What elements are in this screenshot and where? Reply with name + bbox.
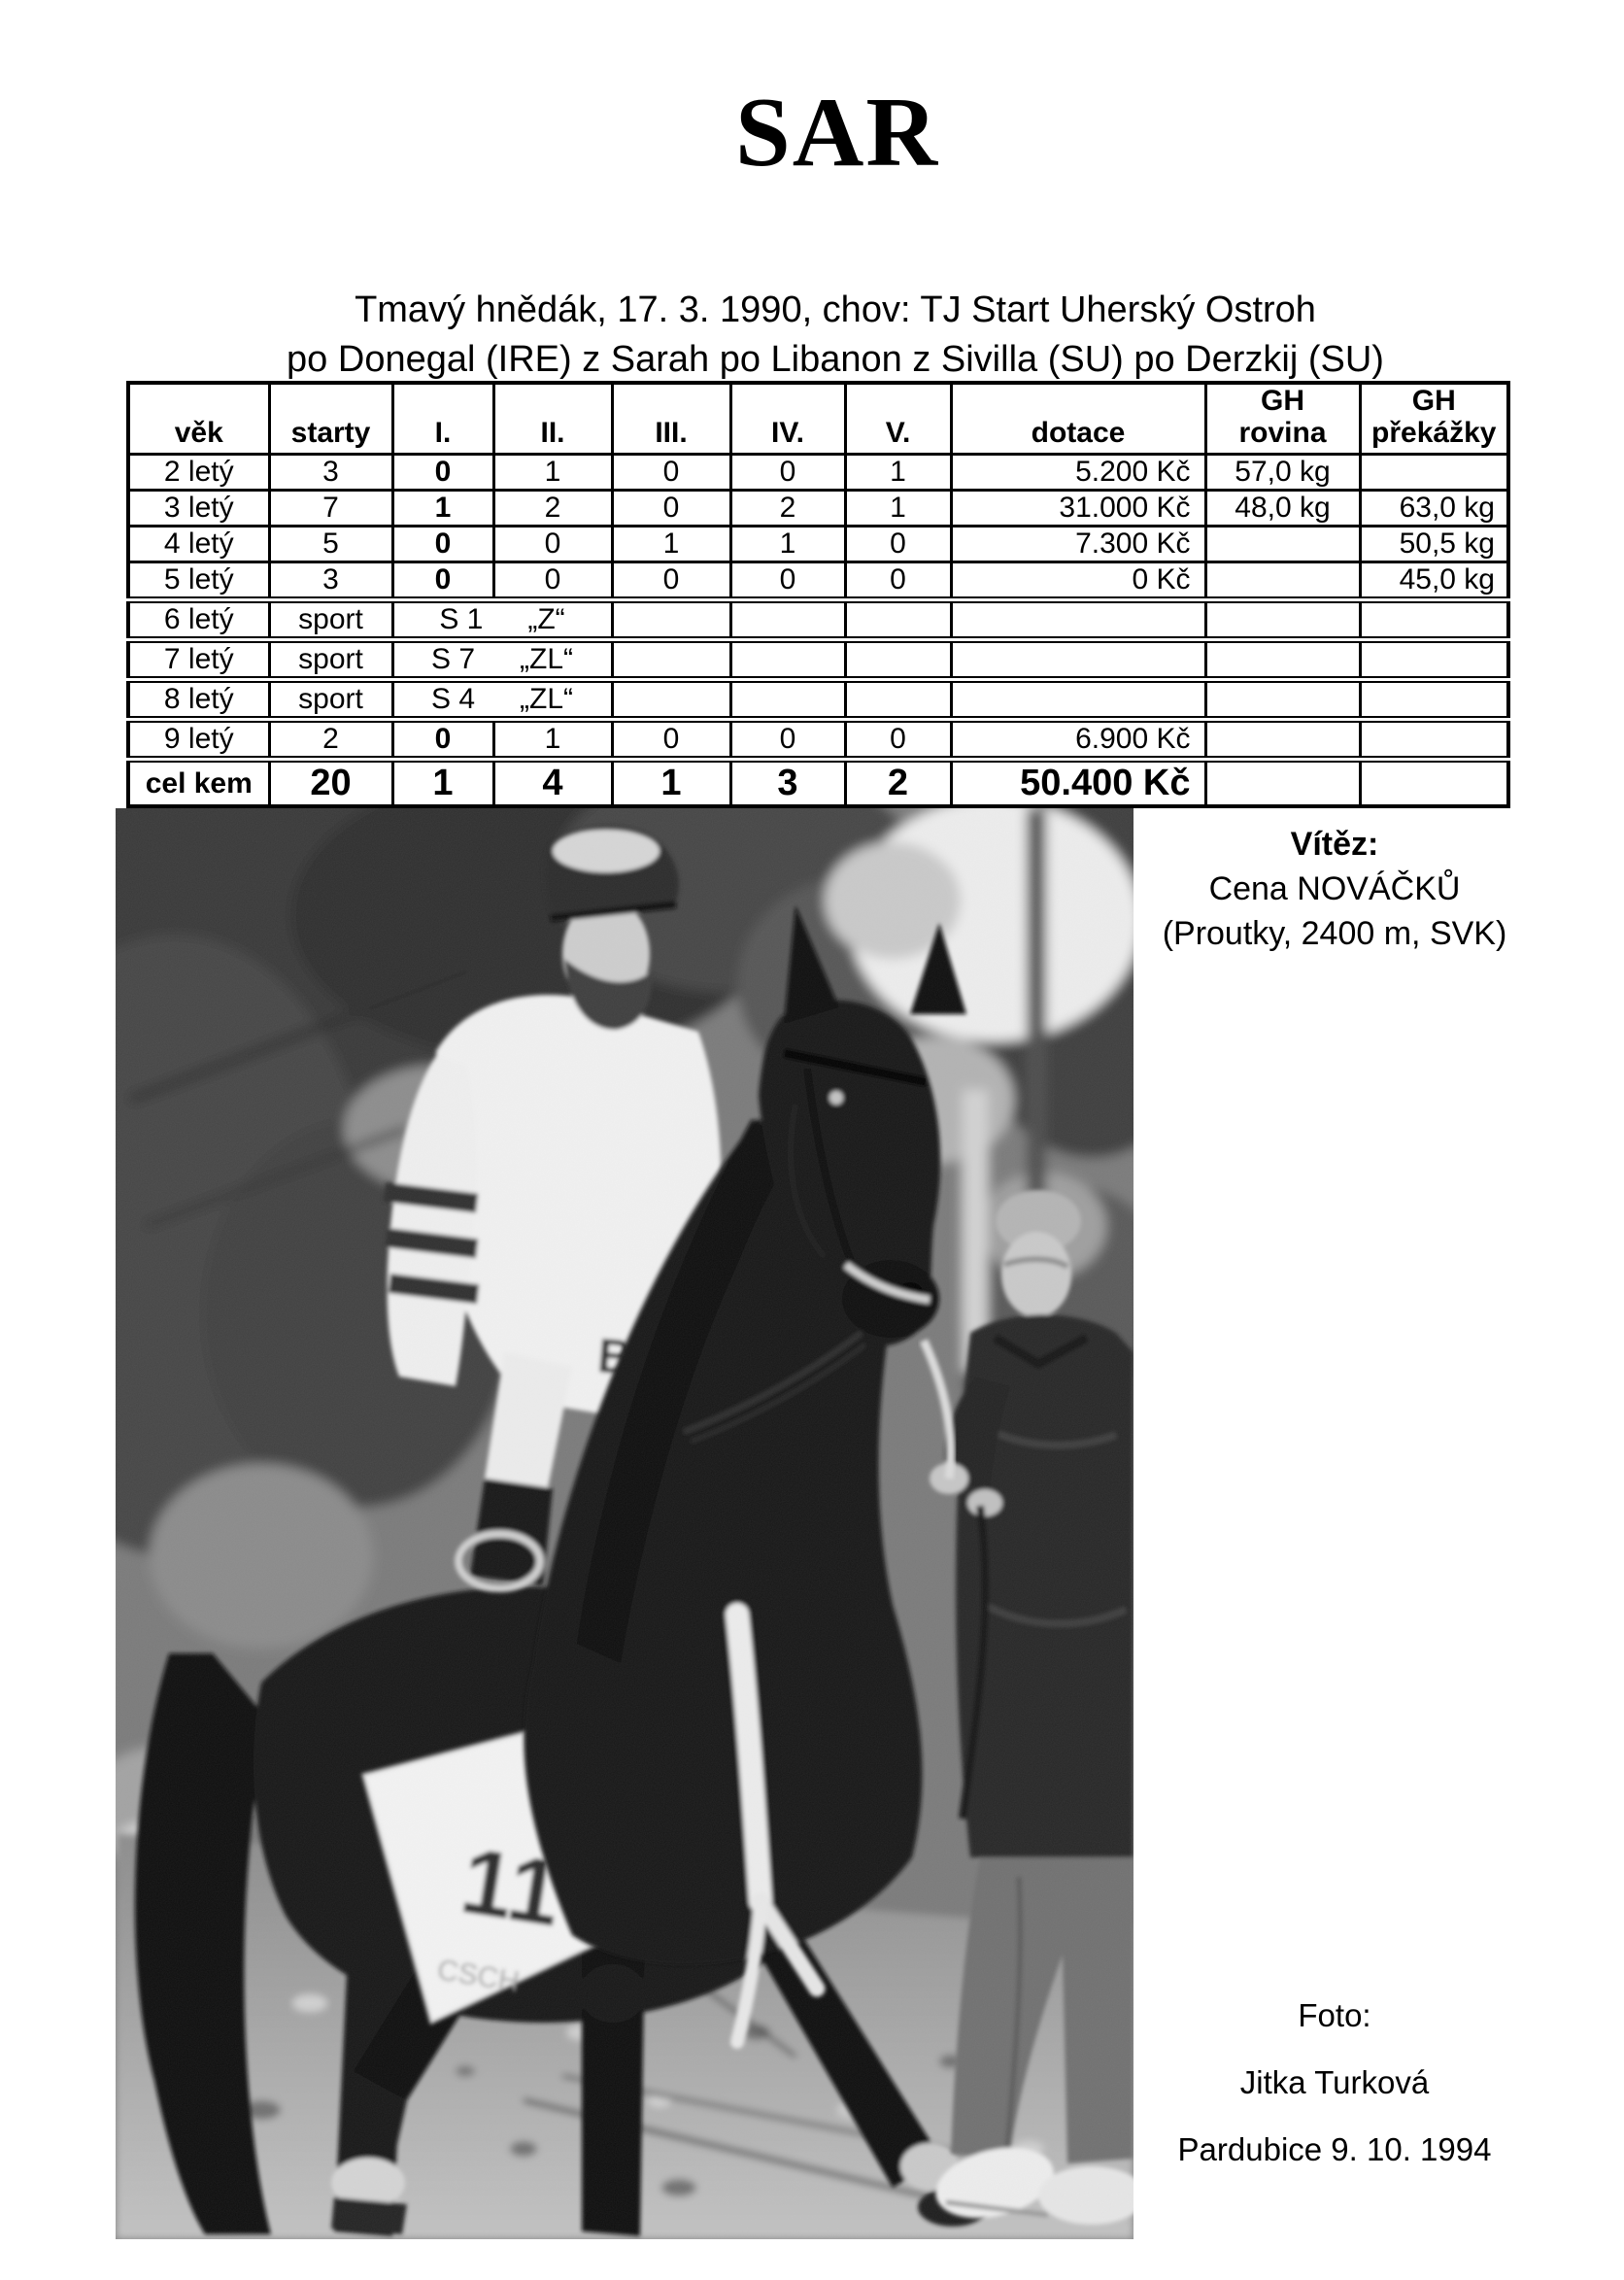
table-cell: 7 letý (128, 640, 269, 680)
col-header-7: dotace (951, 383, 1205, 455)
col-header-0: věk (128, 383, 269, 455)
sport-grade-cell (392, 640, 612, 680)
table-cell: 0 (493, 527, 612, 562)
table-cell (612, 640, 730, 680)
table-cell: 5 letý (128, 562, 269, 600)
table-cell: 0 (392, 455, 493, 491)
table-cell: 0 (392, 527, 493, 562)
col-header-5: IV. (730, 383, 845, 455)
table-cell: 0 (612, 491, 730, 527)
sport-grade-cell (392, 680, 612, 720)
table-total-row (128, 760, 1508, 807)
table-cell (951, 640, 1205, 680)
table-cell: 3 (269, 562, 392, 600)
col-header-1: starty (269, 383, 392, 455)
col-header-2line-0: GH rovina (1205, 383, 1360, 455)
page-title: SAR (734, 78, 940, 187)
table-cell (1205, 760, 1360, 807)
table-cell: 5 (269, 527, 392, 562)
horse-description (287, 286, 1384, 385)
table-cell (1205, 562, 1360, 600)
winner-race: Cena NOVÁČKŮ (1208, 870, 1461, 907)
table-cell: 1 (612, 760, 730, 807)
col-header-4: III. (612, 383, 730, 455)
table-cell: 2 (845, 760, 951, 807)
table-row (128, 455, 1508, 491)
table-cell: 0 (612, 455, 730, 491)
table-cell: 1 (730, 527, 845, 562)
table-cell: 0 (845, 562, 951, 600)
table-cell (845, 640, 951, 680)
table-cell: 0 (730, 562, 845, 600)
table-cell (845, 600, 951, 640)
table-cell: 3 (730, 760, 845, 807)
table-cell: 31.000 Kč (951, 491, 1205, 527)
table-cell: 7 (269, 491, 392, 527)
table-cell (730, 600, 845, 640)
col-header-6: V. (845, 383, 951, 455)
table-cell: 8 letý (128, 680, 269, 720)
table-cell: 63,0 kg (1360, 491, 1508, 527)
table-header-row (128, 383, 1508, 455)
table-cell: 0 (392, 720, 493, 760)
table-cell: 3 (269, 455, 392, 491)
table-cell (951, 600, 1205, 640)
table-cell: 48,0 kg (1205, 491, 1360, 527)
horse-description-line2: po Donegal (IRE) z Sarah po Libanon z Sivilla (SU) po Derzkij (SU) (287, 339, 1384, 380)
table-cell: 1 (845, 455, 951, 491)
photo-place-date: Pardubice 9. 10. 1994 (1177, 2131, 1492, 2167)
table-cell: 4 (493, 760, 612, 807)
table-row (128, 491, 1508, 527)
table-cell (1205, 527, 1360, 562)
table-cell: sport (269, 680, 392, 720)
table-row (128, 600, 1508, 640)
table-cell: sport (269, 600, 392, 640)
table-cell: 4 letý (128, 527, 269, 562)
table-cell: 2 letý (128, 455, 269, 491)
table-row (128, 527, 1508, 562)
table-cell: 0 (845, 720, 951, 760)
table-cell: 0 (612, 720, 730, 760)
table-cell: 1 (392, 760, 493, 807)
sport-grade: „Z“ (527, 603, 565, 635)
horse-photo (116, 808, 1133, 2239)
table-cell (1360, 640, 1508, 680)
table-cell: 3 letý (128, 491, 269, 527)
winner-caption (1133, 822, 1536, 956)
winner-heading: Vítěz: (1290, 826, 1379, 863)
table-cell (1360, 760, 1508, 807)
sport-code: S 4 (430, 683, 476, 715)
sport-code: S 1 (439, 603, 484, 635)
table-cell (612, 680, 730, 720)
photographer-name: Jitka Turková (1239, 2064, 1430, 2100)
table-cell: 1 (392, 491, 493, 527)
table-cell: 7.300 Kč (951, 527, 1205, 562)
table-cell: 0 (845, 527, 951, 562)
winner-details: (Proutky, 2400 m, SVK) (1162, 915, 1507, 952)
table-cell: sport (269, 640, 392, 680)
table-cell (1205, 600, 1360, 640)
table-cell (845, 680, 951, 720)
table-body (128, 455, 1508, 807)
table-cell: 1 (493, 455, 612, 491)
table-cell: 0 (730, 455, 845, 491)
table-cell: 5.200 Kč (951, 455, 1205, 491)
table-cell: 9 letý (128, 720, 269, 760)
table-cell: 57,0 kg (1205, 455, 1360, 491)
table-cell: 0 (730, 720, 845, 760)
table-cell (1360, 680, 1508, 720)
table-cell: 45,0 kg (1360, 562, 1508, 600)
table-cell: 0 Kč (951, 562, 1205, 600)
table-cell (612, 600, 730, 640)
table-cell (1360, 600, 1508, 640)
table-row (128, 640, 1508, 680)
photo-grain-overlay (116, 808, 1133, 2239)
table-cell: 2 (730, 491, 845, 527)
photo-heading: Foto: (1298, 1997, 1371, 2033)
col-header-2line-1: GH překážky (1360, 383, 1508, 455)
race-record-table (126, 381, 1510, 808)
table-cell: 0 (612, 562, 730, 600)
table-cell: 2 (269, 720, 392, 760)
col-header-3: II. (493, 383, 612, 455)
table-cell (1205, 680, 1360, 720)
table-cell: 0 (392, 562, 493, 600)
table-cell: 6.900 Kč (951, 720, 1205, 760)
table-cell: 2 (493, 491, 612, 527)
table-cell: 50.400 Kč (951, 760, 1205, 807)
sport-code: S 7 (430, 643, 476, 675)
table-cell: 20 (269, 760, 392, 807)
table-cell: 1 (612, 527, 730, 562)
table-cell: cel kem (128, 760, 269, 807)
table-cell (1360, 455, 1508, 491)
col-header-2: I. (392, 383, 493, 455)
table-cell (730, 680, 845, 720)
table-cell: 1 (845, 491, 951, 527)
table-cell (1360, 720, 1508, 760)
horse-description-line1: Tmavý hnědák, 17. 3. 1990, chov: TJ Start Uherský Ostroh (355, 289, 1316, 330)
sport-grade: „ZL“ (520, 643, 574, 675)
photo-credit (1133, 1982, 1536, 2183)
table-row (128, 720, 1508, 760)
table-cell: 50,5 kg (1360, 527, 1508, 562)
sport-grade-cell (392, 600, 612, 640)
table-row (128, 562, 1508, 600)
table-row (128, 680, 1508, 720)
table-cell (1205, 720, 1360, 760)
table-cell: 6 letý (128, 600, 269, 640)
table-cell (951, 680, 1205, 720)
sport-grade: „ZL“ (520, 683, 574, 715)
table-cell (730, 640, 845, 680)
horse-photo-illustration (116, 808, 1133, 2239)
table-cell: 1 (493, 720, 612, 760)
table-cell: 0 (493, 562, 612, 600)
table-cell (1205, 640, 1360, 680)
